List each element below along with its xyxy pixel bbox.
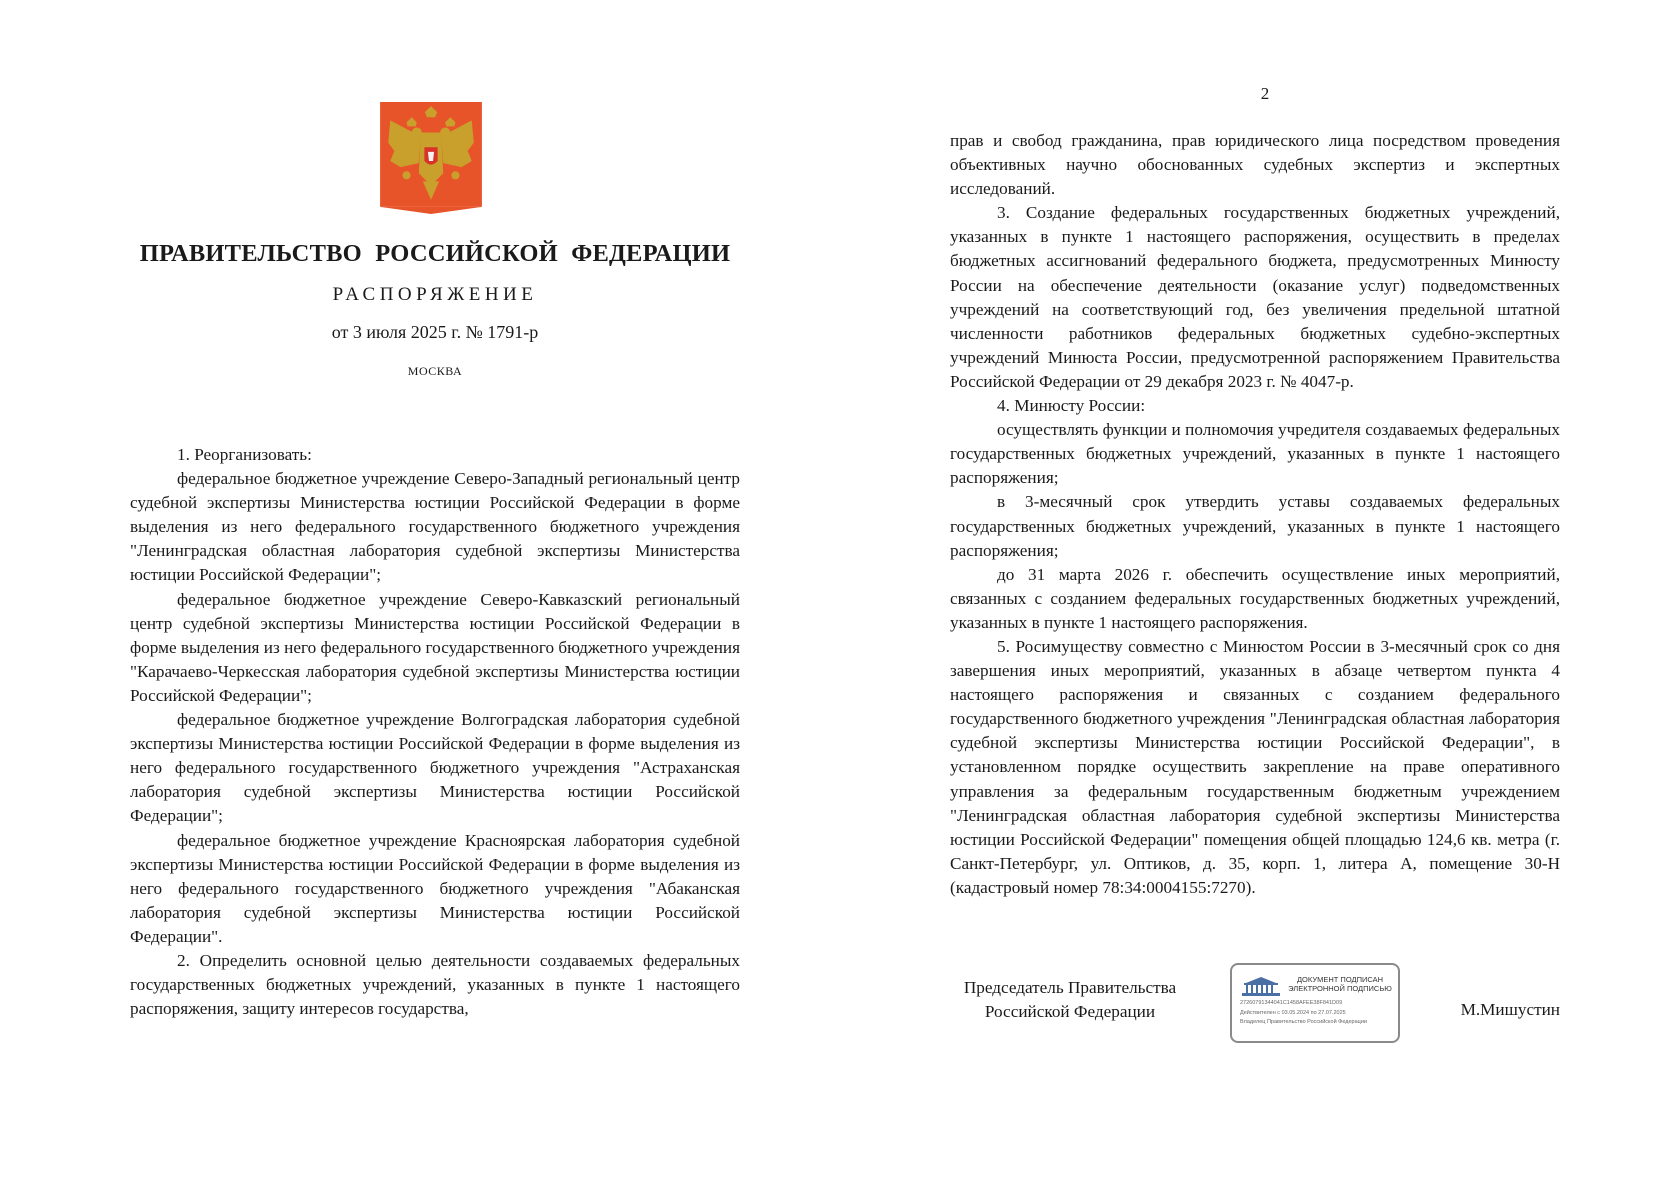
signer-name: М.Мишустин [1460,1000,1560,1019]
paragraph: федеральное бюджетное учреждение Северо-Западный региональный центр судебной экспертизы Министерства юстиции Российской Федерации в форме выделения из него федерального государственного бюджетного учреждения "Ленинградская областная лаборатория судебной экспертизы Министерства юстиции Российской Федерации"; [130,469,740,585]
stamp-heading: ЭЛЕКТРОННОЙ ПОДПИСЬЮ [1288,984,1392,993]
coat-of-arms-emblem [380,102,482,214]
stamp-owner: Владелец Правительство Российской Федерации [1240,1019,1367,1025]
paragraph: федеральное бюджетное учреждение Северо-Кавказский региональный центр судебной экспертизы Министерства юстиции Российской Федерации в форме выделения из него федерального государственного бюджетного учреждения "Карачаево-Черкесская лаборатория судебной экспертизы Министерства юстиции Российской Федерации"; [130,589,740,705]
stamp-validity: Действителен с 03.05.2024 по 27.07.2025 [1240,1010,1346,1016]
signer-title [950,976,1190,1024]
page-right [840,0,1680,1187]
stamp-serial: 27260791344041C1458AFEE38F841D09 [1240,1000,1343,1006]
paragraph: 4. Минюсту России: [997,396,1146,416]
signer-title-line: Председатель Правительства [963,978,1177,997]
stamp-heading: ДОКУМЕНТ ПОДПИСАН [1296,975,1384,984]
document-date-number: от 3 июля 2025 г. № 1791-р [331,322,539,342]
paragraph: осуществлять функции и полномочия учредителя создаваемых федеральных государственных бюджетных учреждений, указанных в пункте 1 настоящего распоряжения; [950,420,1560,488]
electronic-signature-stamp [1230,963,1400,1043]
paragraph: федеральное бюджетное учреждение Волгоградская лаборатория судебной экспертизы Министерства юстиции Российской Федерации в форме выделения из него федерального государственного бюджетного учреждения "Астраханская лаборатория судебной экспертизы Министерства юстиции Российской Федерации"; [130,710,740,826]
page-number: 2 [1260,84,1270,103]
paragraph: 1. Реорганизовать: [177,445,312,464]
signer-title-line: Российской Федерации [984,1002,1156,1021]
government-building-icon [1240,975,1282,997]
paragraph: в 3-месячный срок утвердить уставы создаваемых федеральных государственных бюджетных учреждений, указанных в пункте 1 настоящего распоряжения; [950,492,1560,560]
paragraph: до 31 марта 2026 г. обеспечить осуществление иных мероприятий, связанных с созданием федеральных государственных бюджетных учреждений, указанных в пункте 1 настоящего распоряжения. [950,564,1560,632]
government-title: ПРАВИТЕЛЬСТВО РОССИЙСКОЙ ФЕДЕРАЦИИ [139,240,731,267]
left-page-body [130,443,740,1021]
right-page-body [950,129,1560,900]
document-city: МОСКВА [407,364,463,378]
paragraph: 5. Росимуществу совместно с Минюстом России в 3-месячный срок со дня завершения иных мероприятий, указанных в абзаце четвертом пункта 4 настоящего распоряжения и связанных с созданием федерального государственного бюджетного учреждения "Ленинградская областная лаборатория судебной экспертизы Министерства юстиции Российской Федерации", в установленном порядке осуществить закрепление на праве оперативного управления за федеральным государственным бюджетным учреждением "Ленинградская областная лаборатория судебной экспертизы Министерства юстиции Российской Федерации" помещения общей площадью 124,6 кв. метра (г. Санкт-Петербург, ул. Оптиков, д. 35, корп. 1, литера А, помещение 30-Н (кадастровый номер 78:34:0004155:7270). [950,636,1560,897]
paragraph: 2. Определить основной целью деятельности создаваемых федеральных государственных бюджетных учреждений, указанных в пункте 1 настоящего распоряжения, защиту интересов государства, [130,950,740,1019]
paragraph: федеральное бюджетное учреждение Красноярская лаборатория судебной экспертизы Министерства юстиции Российской Федерации в форме выделения из него федерального государственного бюджетного учреждения "Абаканская лаборатория судебной экспертизы Министерства юстиции Российской Федерации". [130,830,740,946]
document-type: РАСПОРЯЖЕНИЕ [332,284,538,305]
paragraph: 3. Создание федеральных государственных бюджетных учреждений, указанных в пункте 1 настоящего распоряжения, осуществить в пределах бюджетных ассигнований федерального бюджета, предусмотренных Минюсту России на обеспечение деятельности (оказание услуг) подведомственных учреждений на соответствующий год, без увеличения предельной штатной численности работников федеральных бюджетных судебно-экспертных учреждений Минюста России, предусмотренной распоряжением Правительства Российской Федерации от 29 декабря 2023 г. № 4047-р. [950,203,1560,391]
paragraph: прав и свобод гражданина, прав юридического лица посредством проведения объективных научно обоснованных судебных экспертиз и экспертных исследований. [950,131,1560,199]
